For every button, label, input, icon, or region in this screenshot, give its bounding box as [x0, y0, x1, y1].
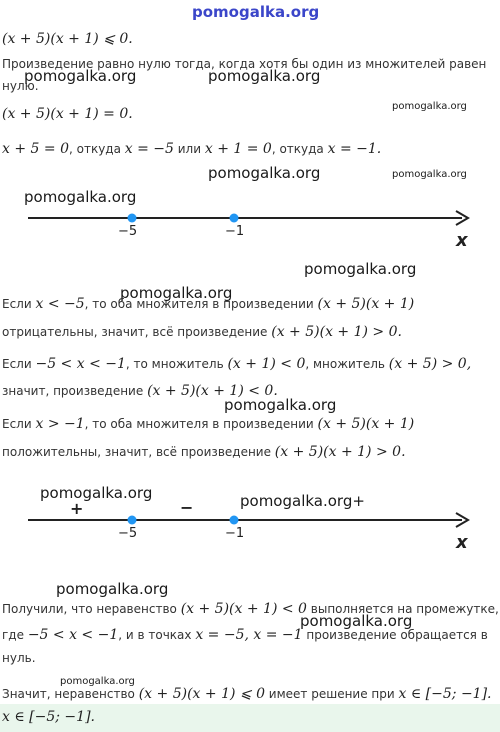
watermark: pomogalka.org [304, 260, 417, 278]
condition: x < −5 [35, 296, 85, 312]
point-minus-1 [230, 214, 239, 223]
point-label-minus-1: −1 [225, 224, 245, 239]
watermark-top: pomogalka.org [192, 3, 320, 21]
text-if: Если [2, 357, 36, 371]
period: . [376, 141, 382, 157]
case-1-line-2 [2, 321, 402, 340]
conclusion-line-1 [2, 598, 499, 617]
text: выполняется на промежутке, [306, 602, 499, 616]
factor-sign: (x + 5) > 0 [388, 356, 467, 372]
product: (x + 5)(x + 1) [317, 296, 415, 312]
watermark: pomogalka.org [56, 580, 169, 598]
sign-plus-left: + [70, 499, 84, 518]
text-zero-product-end: нулю. [2, 79, 39, 93]
solution-line [2, 683, 492, 702]
number-line-2 [0, 502, 500, 562]
inequality-strict: (x + 5)(x + 1) < 0 [180, 601, 307, 617]
text-if: Если [2, 417, 36, 431]
text-or: или [173, 142, 205, 156]
point-label-minus-5: −5 [118, 526, 138, 541]
text-zero-product: Произведение равно нулю тогда, когда хотя бы один из множителей равен [2, 57, 487, 71]
inequality-initial: (x + 5)(x + 1) ⩽ 0. [2, 31, 133, 47]
watermark: pomogalka.org [208, 67, 321, 85]
text: , множитель [305, 357, 389, 371]
watermark: pomogalka.org [300, 612, 413, 630]
text: , и в точках [118, 628, 196, 642]
case-3-line-1 [2, 413, 414, 432]
root-1: x = −5 [124, 141, 174, 157]
case-3-line-2 [2, 441, 406, 460]
product-sign: (x + 5)(x + 1) < 0 [147, 383, 274, 399]
watermark: pomogalka.org [392, 169, 467, 180]
period: . [397, 324, 402, 340]
condition: x > −1 [35, 416, 85, 432]
inequality-initial-ref: (x + 5)(x + 1) ⩽ 0 [138, 686, 265, 702]
watermark: pomogalka.org [208, 164, 321, 182]
conclusion-line-3: нуль. [2, 651, 36, 665]
case-1-line-1 [2, 293, 414, 312]
watermark-plus: pomogalka.org+ [240, 492, 365, 510]
watermark: pomogalka.org [40, 484, 153, 502]
product: (x + 5)(x + 1) [317, 416, 415, 432]
number-line-1 [0, 200, 500, 260]
point-minus-5 [128, 214, 137, 223]
answer-box [0, 704, 500, 732]
factor-sign: (x + 1) < 0 [227, 356, 306, 372]
solution-set: x ∈ [−5; −1] [398, 686, 488, 702]
text-from-which: , откуда [68, 142, 125, 156]
case-2-line-1 [2, 353, 471, 372]
point-minus-5 [128, 516, 137, 525]
watermark: pomogalka.org [60, 676, 135, 687]
root-eq-2: x + 1 = 0 [204, 141, 272, 157]
comma: , [466, 356, 472, 372]
conclusion-line-2 [2, 624, 488, 643]
watermark: pomogalka.org [392, 101, 467, 112]
equation-zero: (x + 5)(x + 1) = 0. [2, 106, 133, 122]
text: имеет решение при [264, 687, 399, 701]
text-from-which: , откуда [271, 142, 328, 156]
root-2: x = −1 [327, 141, 377, 157]
interval: −5 < x < −1 [27, 627, 119, 643]
period: . [401, 444, 406, 460]
condition: −5 < x < −1 [35, 356, 126, 372]
text: , то оба множителя в произведении [84, 297, 318, 311]
text: отрицательны, значит, всё произведение [2, 325, 272, 339]
watermark: pomogalka.org [120, 284, 233, 302]
text: произведение обращается в [302, 628, 488, 642]
watermark: pomogalka.org [24, 188, 137, 206]
text: где [2, 628, 28, 642]
period: . [273, 383, 278, 399]
text: Значит, неравенство [2, 687, 139, 701]
point-label-minus-5: −5 [118, 224, 138, 239]
axis-label-x: x [456, 532, 468, 553]
watermark: pomogalka.org [224, 396, 337, 414]
text: положительны, значит, всё произведение [2, 445, 275, 459]
text: , то оба множителя в произведении [84, 417, 318, 431]
text-if: Если [2, 297, 36, 311]
point-label-minus-1: −1 [225, 526, 245, 541]
answer-text: x ∈ [−5; −1]. [2, 709, 95, 725]
root-eq-1: x + 5 = 0 [2, 141, 69, 157]
text: , то множитель [125, 357, 228, 371]
product-sign: (x + 5)(x + 1) > 0 [271, 324, 398, 340]
points: x = −5, x = −1 [195, 627, 303, 643]
text: Получили, что неравенство [2, 602, 181, 616]
text: значит, произведение [2, 384, 148, 398]
product-sign: (x + 5)(x + 1) > 0 [274, 444, 402, 460]
watermark: pomogalka.org [24, 67, 137, 85]
point-minus-1 [230, 516, 239, 525]
sign-minus-middle: − [180, 498, 194, 517]
axis-label-x: x [456, 230, 468, 251]
period: . [487, 686, 492, 702]
roots-line [2, 138, 381, 157]
